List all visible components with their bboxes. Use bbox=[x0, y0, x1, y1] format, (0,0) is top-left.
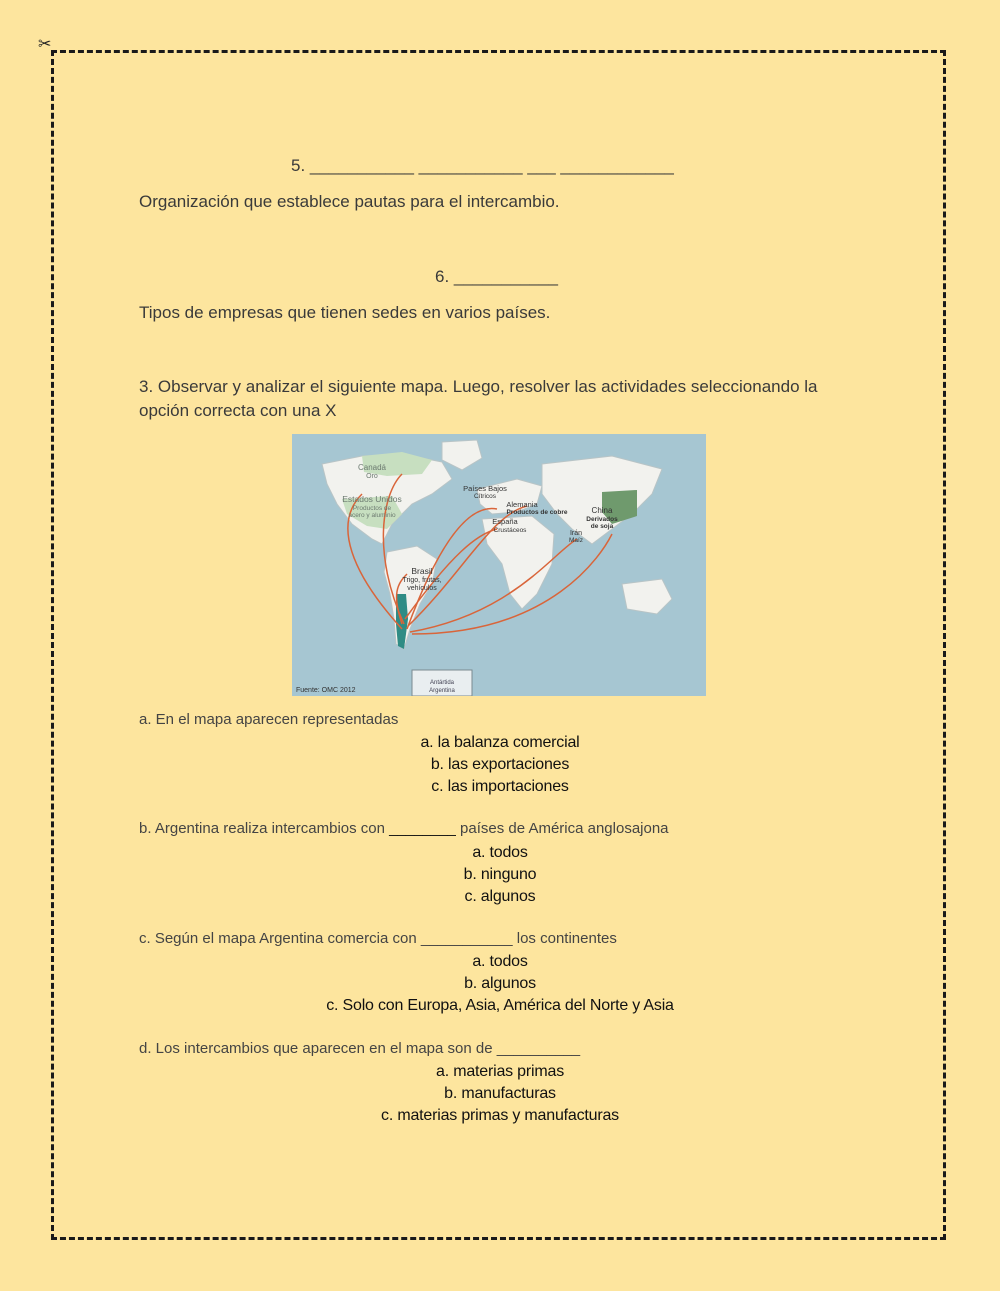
qa-question: a. En el mapa aparecen representadas bbox=[139, 711, 399, 728]
qa-option-b[interactable]: b. las exportaciones bbox=[430, 756, 570, 773]
label-usa: Estados Unidos bbox=[342, 494, 402, 504]
trade-map bbox=[292, 434, 706, 696]
label-china-product1: Derivados bbox=[586, 516, 618, 523]
label-germany: Alemania bbox=[506, 500, 538, 509]
label-netherlands-product: Cítricos bbox=[473, 493, 497, 500]
label-usa-product2: acero y aluminio bbox=[348, 512, 396, 519]
qb-question-post: países de América anglosajona bbox=[455, 820, 669, 837]
label-brazil-product2: vehículos bbox=[407, 585, 437, 592]
qd-option-b[interactable]: b. manufacturas bbox=[444, 1085, 556, 1102]
q6-clue: Tipos de empresas que tienen sedes en varios países. bbox=[139, 303, 551, 322]
label-china: China bbox=[591, 506, 613, 515]
section3-instruction-line2: opción correcta con una X bbox=[139, 401, 337, 420]
label-antarctica1: Antártida bbox=[429, 680, 455, 686]
label-netherlands: Países Bajos bbox=[463, 484, 507, 493]
label-china-product2: de soja bbox=[590, 523, 614, 530]
qb-question-pre: b. Argentina realiza intercambios con bbox=[139, 820, 390, 837]
label-canada: Canadá bbox=[357, 463, 387, 472]
label-iran: Irán bbox=[569, 530, 583, 537]
label-canada-product: Oro bbox=[366, 473, 378, 480]
q6-blank-line: 6. ___________ bbox=[435, 267, 558, 286]
qc-option-b[interactable]: b. algunos bbox=[464, 975, 536, 992]
q5-clue: Organización que establece pautas para el intercambio. bbox=[139, 192, 560, 211]
qd-question: d. Los intercambios que aparecen en el mapa son de __________ bbox=[139, 1040, 581, 1057]
qb-question bbox=[139, 818, 669, 840]
section3-instruction-line1: 3. Observar y analizar el siguiente mapa. Luego, resolver las actividades seleccionando la bbox=[139, 377, 818, 396]
qa-option-a[interactable]: a. la balanza comercial bbox=[420, 734, 580, 751]
qb-option-b[interactable]: b. ninguno bbox=[463, 866, 537, 883]
qb-blank: ________ bbox=[389, 820, 456, 837]
qc-question: c. Según el mapa Argentina comercia con ___________ los continentes bbox=[139, 930, 617, 947]
label-spain-product: Crustáceos bbox=[493, 527, 527, 534]
qd-option-c[interactable]: c. materias primas y manufacturas bbox=[381, 1107, 619, 1124]
label-spain: España bbox=[492, 517, 518, 526]
world-map-svg bbox=[292, 434, 706, 696]
scissors-icon: ✂ bbox=[38, 36, 52, 53]
label-usa-product1: Productos de bbox=[352, 505, 392, 512]
qc-option-a[interactable]: a. todos bbox=[472, 953, 528, 970]
label-iran-product: Maíz bbox=[568, 537, 584, 544]
q5-blank-line: 5. ___________ ___________ ___ ____________ bbox=[291, 156, 674, 175]
label-antarctica2: Argentina bbox=[429, 688, 455, 694]
qb-option-c[interactable]: c. algunos bbox=[464, 888, 536, 905]
label-brazil-product1: Trigo, frutas, bbox=[402, 577, 442, 584]
qa-option-c[interactable]: c. las importaciones bbox=[431, 778, 569, 795]
label-germany-product: Productos de cobre bbox=[506, 509, 568, 516]
label-brazil: Brasil bbox=[411, 566, 433, 576]
qd-option-a[interactable]: a. materias primas bbox=[436, 1063, 564, 1080]
map-source: Fuente: OMC 2012 bbox=[296, 687, 356, 694]
qb-option-a[interactable]: a. todos bbox=[472, 844, 528, 861]
qc-option-c[interactable]: c. Solo con Europa, Asia, América del Norte y Asia bbox=[326, 997, 674, 1014]
